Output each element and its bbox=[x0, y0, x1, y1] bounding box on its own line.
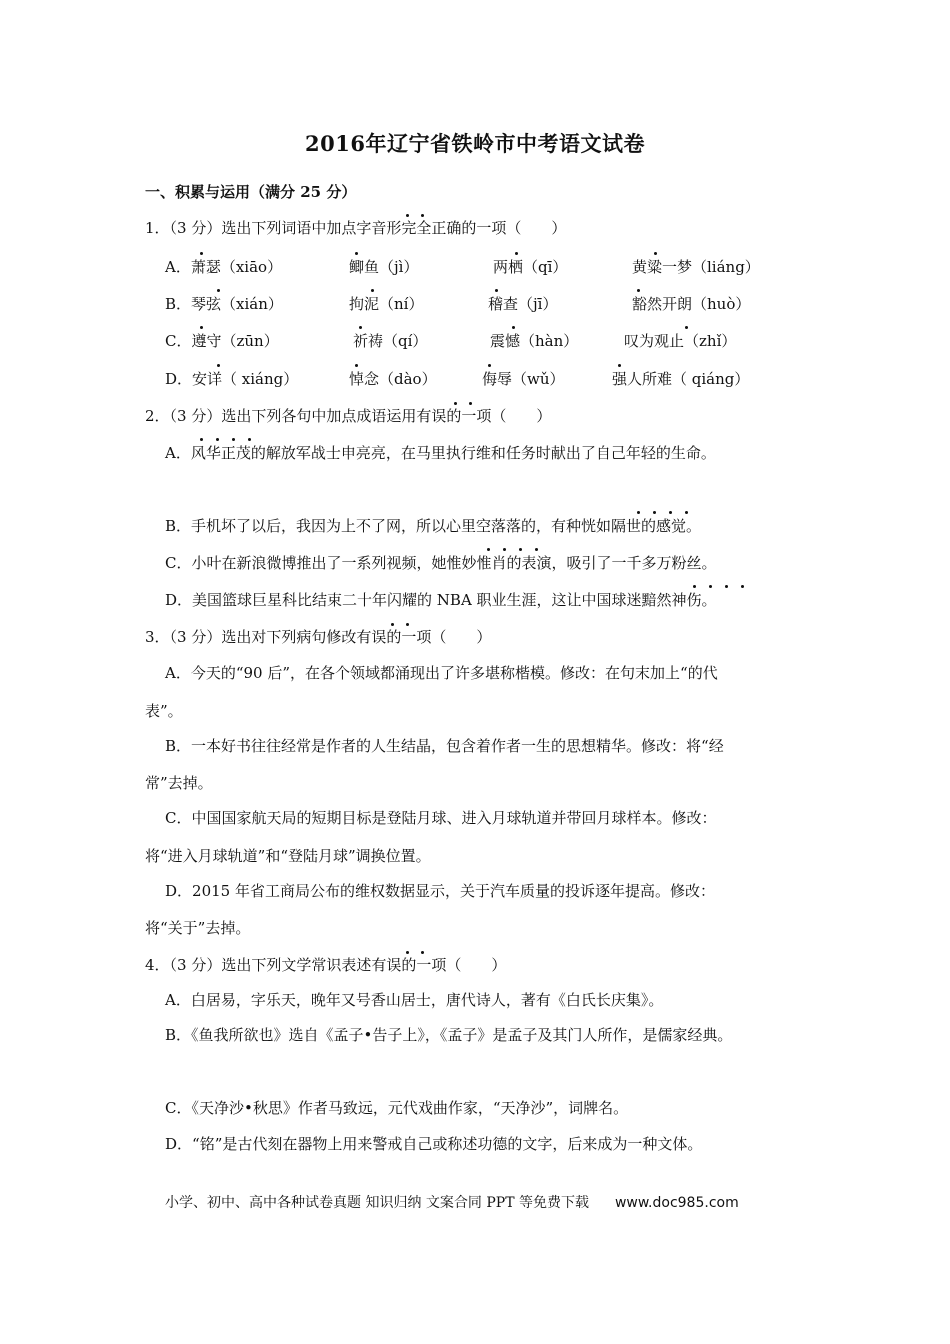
emphasis-dot bbox=[216, 438, 219, 441]
emphasis-dot bbox=[391, 623, 394, 626]
q1-option: 叹为观止（zhǐ） bbox=[624, 332, 737, 350]
q1-option: D．安详（ xiáng） bbox=[165, 370, 299, 388]
q2-option-d: D．美国篮球巨星科比结束二十年闪耀的 NBA 职业生涯，这让中国球迷黯然神伤。 bbox=[165, 591, 717, 609]
emphasis-dot bbox=[406, 214, 409, 217]
emphasis-dot bbox=[217, 364, 220, 367]
q1-option: 拘泥（ní） bbox=[349, 295, 424, 313]
emphasis-dot bbox=[653, 511, 656, 514]
emphasis-dot bbox=[618, 364, 621, 367]
q1-option: 侮辱（wǔ） bbox=[482, 370, 565, 388]
emphasis-dot bbox=[421, 214, 424, 217]
emphasis-dot bbox=[355, 252, 358, 255]
emphasis-dot bbox=[200, 326, 203, 329]
emphasis-dot bbox=[535, 548, 538, 551]
q3-option-c-cont: 将“进入月球轨道”和“登陆月球”调换位置。 bbox=[145, 847, 431, 865]
emphasis-dot bbox=[515, 252, 518, 255]
emphasis-dot bbox=[200, 252, 203, 255]
emphasis-dot bbox=[406, 951, 409, 954]
section-heading: 一、积累与运用（满分 25 分） bbox=[145, 183, 357, 201]
q1-option: 悼念（dào） bbox=[349, 370, 437, 388]
q4-option-d: D．“铭”是古代刻在器物上用来警戒自己或称述功德的文字，后来成为一种文体。 bbox=[165, 1135, 703, 1153]
q1-option: 黄粱一梦（liáng） bbox=[632, 258, 760, 276]
footer bbox=[165, 1192, 739, 1212]
emphasis-dot bbox=[685, 511, 688, 514]
emphasis-dot bbox=[232, 438, 235, 441]
q3-option-a: A．今天的“90 后”，在各个领域都涌现出了许多堪称楷模。修改：在句末加上“的代 bbox=[165, 664, 718, 682]
emphasis-dot bbox=[355, 364, 358, 367]
emphasis-dot bbox=[693, 585, 696, 588]
q1-option: C．遵守（zūn） bbox=[165, 332, 279, 350]
q3-option-c: C．中国国家航天局的短期目标是登陆月球、进入月球轨道并带回月球样本。修改： bbox=[165, 809, 717, 827]
emphasis-dot bbox=[495, 289, 498, 292]
q2-option-b: B．手机坏了以后，我因为上不了网，所以心里空落落的，有种恍如隔世的感觉。 bbox=[165, 517, 702, 535]
emphasis-dot bbox=[669, 511, 672, 514]
q1-option: 祈祷（qí） bbox=[353, 332, 428, 350]
q4-option-c: C．《天净沙•秋思》作者马致远，元代戏曲作家，“天净沙”，词牌名。 bbox=[165, 1099, 629, 1117]
q4-option-b: B．《鱼我所欲也》选自《孟子•告子上》，《孟子》是孟子及其门人所作，是儒家经典。 bbox=[165, 1026, 733, 1044]
emphasis-dot bbox=[637, 511, 640, 514]
q3-option-a-cont: 表”。 bbox=[145, 702, 183, 720]
q1-option: 豁然开朗（huò） bbox=[632, 295, 751, 313]
emphasis-dot bbox=[487, 548, 490, 551]
q3-option-b-cont: 常”去掉。 bbox=[145, 774, 213, 792]
footer-text: 小学、初中、高中各种试卷真题 知识归纳 文案合同 PPT 等免费下载 bbox=[165, 1195, 589, 1211]
emphasis-dot bbox=[248, 438, 251, 441]
emphasis-dot bbox=[406, 623, 409, 626]
emphasis-dot bbox=[421, 951, 424, 954]
emphasis-dot bbox=[217, 289, 220, 292]
q1-option: B．琴弦（xián） bbox=[165, 295, 283, 313]
q1-option: 稽查（jī） bbox=[488, 295, 558, 313]
question-3-stem: 3．（3 分）选出对下列病句修改有误的一项（ ） bbox=[145, 628, 492, 646]
q3-option-d-cont: 将“关于”去掉。 bbox=[145, 919, 251, 937]
question-1-stem: 1．（3 分）选出下列词语中加点字音形完全正确的一项（ ） bbox=[145, 219, 567, 237]
question-4-stem: 4．（3 分）选出下列文学常识表述有误的一项（ ） bbox=[145, 956, 507, 974]
q1-option: 震憾（hàn） bbox=[490, 332, 579, 350]
emphasis-dot bbox=[519, 548, 522, 551]
q1-option: 鲫鱼（jì） bbox=[349, 258, 419, 276]
emphasis-dot bbox=[200, 438, 203, 441]
emphasis-dot bbox=[488, 364, 491, 367]
emphasis-dot bbox=[637, 289, 640, 292]
q1-option: 两栖（qī） bbox=[493, 258, 568, 276]
page-title: 2016年辽宁省铁岭市中考语文试卷 bbox=[305, 131, 645, 156]
footer-site-link[interactable]: www.doc985.com bbox=[614, 1195, 739, 1211]
emphasis-dot bbox=[654, 252, 657, 255]
q4-option-a: A．白居易，字乐天，晚年又号香山居士，唐代诗人，著有《白氏长庆集》。 bbox=[165, 991, 664, 1009]
emphasis-dot bbox=[371, 289, 374, 292]
q1-option: 强人所难（ qiáng） bbox=[612, 370, 750, 388]
q2-option-c: C．小叶在新浪微博推出了一系列视频，她惟妙惟肖的表演，吸引了一千多万粉丝。 bbox=[165, 554, 717, 572]
emphasis-dot bbox=[512, 326, 515, 329]
emphasis-dot bbox=[685, 326, 688, 329]
question-2-stem: 2．（3 分）选出下列各句中加点成语运用有误的一项（ ） bbox=[145, 407, 552, 425]
q1-option: A．萧瑟（xiāo） bbox=[165, 258, 283, 276]
emphasis-dot bbox=[741, 585, 744, 588]
emphasis-dot bbox=[709, 585, 712, 588]
q2-option-a: A．风华正茂的解放军战士申亮亮，在马里执行维和任务时献出了自己年轻的生命。 bbox=[165, 444, 716, 462]
emphasis-dot bbox=[359, 326, 362, 329]
emphasis-dot bbox=[503, 548, 506, 551]
q3-option-b: B．一本好书往往经常是作者的人生结晶，包含着作者一生的思想精华。修改：将“经 bbox=[165, 737, 724, 755]
emphasis-dot bbox=[725, 585, 728, 588]
emphasis-dot bbox=[454, 402, 457, 405]
q3-option-d: D．2015 年省工商局公布的维权数据显示，关于汽车质量的投诉逐年提高。修改： bbox=[165, 882, 715, 900]
emphasis-dot bbox=[469, 402, 472, 405]
